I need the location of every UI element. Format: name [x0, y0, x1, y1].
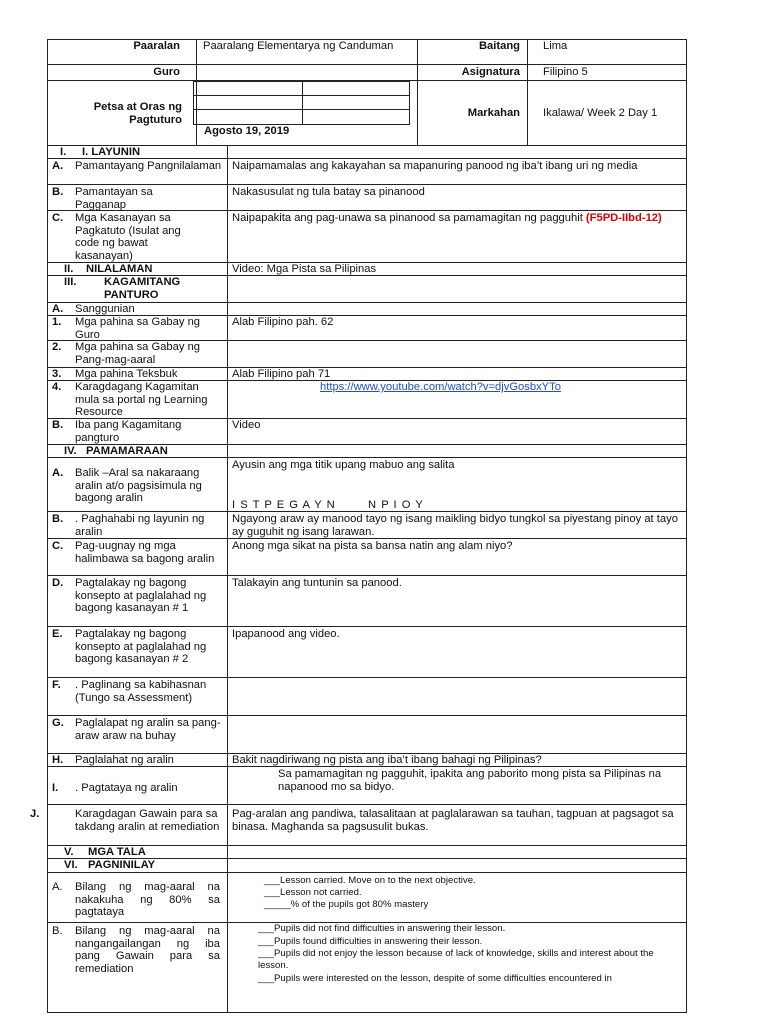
row-label: . Paglinang sa kabihasnan (Tungo sa Assessment) — [75, 679, 207, 704]
row-num: B. — [52, 419, 64, 431]
section-num: IV. — [64, 445, 77, 457]
rule — [527, 39, 528, 145]
section-num: I. — [60, 146, 67, 158]
row-num: G. — [52, 717, 64, 729]
section-heading-pagninilay: PAGNINILAY — [88, 859, 156, 871]
section-num: VI. — [64, 859, 78, 871]
row-num: B. — [52, 186, 64, 198]
row-label: Paglalahat ng aralin — [75, 754, 174, 766]
row-label: Iba pang Kagamitang pangturo — [75, 419, 182, 444]
row-num: E. — [52, 628, 63, 640]
checklist-option: _____% of the pupils got 80% mastery — [264, 899, 429, 910]
markahan-label: Markahan — [467, 107, 520, 119]
row-label: Paglalapat ng aralin sa pang-araw araw na buhay — [75, 717, 221, 742]
checklist-option: ___Pupils found difficulties in answering their lesson. — [258, 936, 483, 947]
row-label: Mga Kasanayan sa Pagkatuto (Isulat ang code ng bawat kasanayan) — [75, 212, 181, 262]
section-num: V. — [64, 846, 74, 858]
section-heading-kagamitan: KAGAMITANG PANTURO — [104, 276, 181, 301]
rule — [47, 64, 686, 65]
row-num: H. — [52, 754, 64, 766]
row-label: . Pagtataya ng aralin — [75, 782, 178, 794]
section-num: II. — [64, 263, 74, 275]
section-heading-nilalaman: NILALAMAN — [86, 263, 153, 275]
paaralan-label: Paaralan — [133, 40, 180, 52]
row-label: Mga pahina sa Gabay ng Guro — [75, 316, 201, 341]
row-num: J. — [30, 808, 40, 820]
row-label: Pagtalakay ng bagong konsepto at paglalahad ng bagong kasanayan # 1 — [75, 577, 207, 614]
rule — [47, 39, 48, 145]
checklist-option: ___Lesson not carried. — [264, 887, 362, 898]
scrambled-word: N P I O Y — [368, 499, 424, 511]
row-value: Pag-aralan ang pandiwa, talasalitaan at paglalarawan sa tauhan, tagpuan at pagsagot sa binasa. Maghanda sa pagsusulit bukas. — [232, 808, 674, 833]
row-num: A. — [52, 160, 64, 172]
scrambled-word: I S T P E G A Y N — [232, 499, 336, 511]
paaralan-value: Paaralang Elementarya ng Canduman — [203, 40, 394, 52]
row-value: Video — [232, 419, 261, 431]
row-num: B. — [52, 513, 64, 525]
row-value: Video: Mga Pista sa Pilipinas — [232, 263, 377, 275]
row-num: C. — [52, 212, 64, 224]
baitang-label: Baitang — [478, 40, 520, 52]
resource-link[interactable]: https://www.youtube.com/watch?v=djvGosbxYTo — [320, 381, 561, 393]
row-value: Talakayin ang tuntunin sa panood. — [232, 577, 402, 589]
row-label: Pamantayan sa Pagganap — [75, 186, 153, 211]
row-label: Karagdagan Gawain para sa takdang aralin at remediation — [75, 808, 220, 833]
row-num: A. — [52, 881, 63, 893]
row-num: C. — [52, 540, 64, 552]
asignatura-value: Filipino 5 — [543, 66, 588, 78]
row-num: 2. — [52, 341, 62, 353]
rule — [686, 145, 687, 1013]
row-label: Mga pahina sa Gabay ng Pang-mag-aaral — [75, 341, 201, 366]
row-label: Pamantayang Pangnilalaman — [75, 160, 222, 172]
section-heading-tala: MGA TALA — [88, 846, 146, 858]
row-num: F. — [52, 679, 61, 691]
row-value: Alab Filipino pah 71 — [232, 368, 331, 380]
row-num: B. — [52, 925, 63, 937]
row-label: Mga pahina Teksbuk — [75, 368, 178, 380]
row-value: Ayusin ang mga titik upang mabuo ang salita — [232, 459, 455, 471]
checklist-option: ___Pupils did not find difficulties in answering their lesson. — [258, 923, 506, 934]
checklist-option: ___Lesson carried. Move on to the next objective. — [264, 875, 476, 886]
row-label: Bilang ng mag-aaral na nangangailangan ng iba pang Gawain para sa remediation — [75, 925, 220, 975]
section-heading-layunin: I. LAYUNIN — [82, 146, 141, 158]
section-num: III. — [64, 276, 77, 288]
guro-label: Guro — [153, 66, 180, 78]
row-num: 3. — [52, 368, 62, 380]
row-label: Sanggunian — [75, 303, 135, 315]
row-value: Sa pamamagitan ng pagguhit, ipakita ang paborito mong pista sa Pilipinas na napanood mo sa bidyo. — [278, 768, 662, 793]
row-value: Alab Filipino pah. 62 — [232, 316, 334, 328]
row-label: . Paghahabi ng layunin ng aralin — [75, 513, 205, 538]
petsa-value: Agosto 19, 2019 — [204, 125, 290, 137]
row-num: I. — [52, 782, 59, 794]
row-label: Pagtalakay ng bagong konsepto at paglalahad ng bagong kasanayan # 2 — [75, 628, 207, 665]
row-num: D. — [52, 577, 64, 589]
rule — [417, 39, 418, 145]
row-label: Balik –Aral sa nakaraang aralin at/o pagsisimula ng bagong aralin — [75, 467, 202, 504]
row-num: A. — [52, 303, 64, 315]
row-value: Naipapakita ang pag-unawa sa pinanood sa pamamagitan ng pagguhit (F5PD-IIbd-12) — [232, 212, 662, 224]
row-value: Naipamamalas ang kakayahan sa mapanuring panood ng iba’t ibang uri ng media — [232, 160, 638, 172]
row-label: Bilang ng mag-aaral na nakakuha ng 80% sa pagtataya — [75, 881, 220, 918]
row-value: Anong mga sikat na pista sa bansa natin ang alam niyo? — [232, 540, 513, 552]
checklist-option: ___Pupils did not enjoy the lesson because of lack of knowledge, skills and interest about the lesson. — [258, 948, 654, 972]
petsa-label: Petsa at Oras ng Pagtuturo — [93, 101, 182, 126]
row-label: Karagdagang Kagamitan mula sa portal ng Learning Resource — [75, 381, 208, 418]
asignatura-label: Asignatura — [461, 66, 520, 78]
checklist-option: ___Pupils were interested on the lesson, despite of some difficulties encountered in — [258, 973, 612, 984]
row-value: Bakit nagdiriwang ng pista ang iba’t ibang bahagi ng Pilipinas? — [232, 754, 542, 766]
schedule-grid — [193, 81, 410, 125]
rule — [686, 39, 687, 145]
row-num: A. — [52, 467, 64, 479]
baitang-value: Lima — [543, 40, 568, 52]
row-value: Ipapanood ang video. — [232, 628, 340, 640]
row-label: Pag-uugnay ng mga halimbawa sa bagong aralin — [75, 540, 215, 565]
row-value: Nakasusulat ng tula batay sa pinanood — [232, 186, 425, 198]
section-heading-pamamaraan: PAMAMARAAN — [86, 445, 168, 457]
rule — [47, 145, 686, 146]
row-num: 1. — [52, 316, 62, 328]
row-value: Ngayong araw ay manood tayo ng isang maikling bidyo tungkol sa piyestang pinoy at tayo ay guguhit ng isang larawan. — [232, 513, 678, 538]
competency-code: (F5PD-IIbd-12) — [585, 212, 662, 224]
markahan-value: Ikalawa/ Week 2 Day 1 — [543, 107, 658, 119]
row-num: 4. — [52, 381, 62, 393]
